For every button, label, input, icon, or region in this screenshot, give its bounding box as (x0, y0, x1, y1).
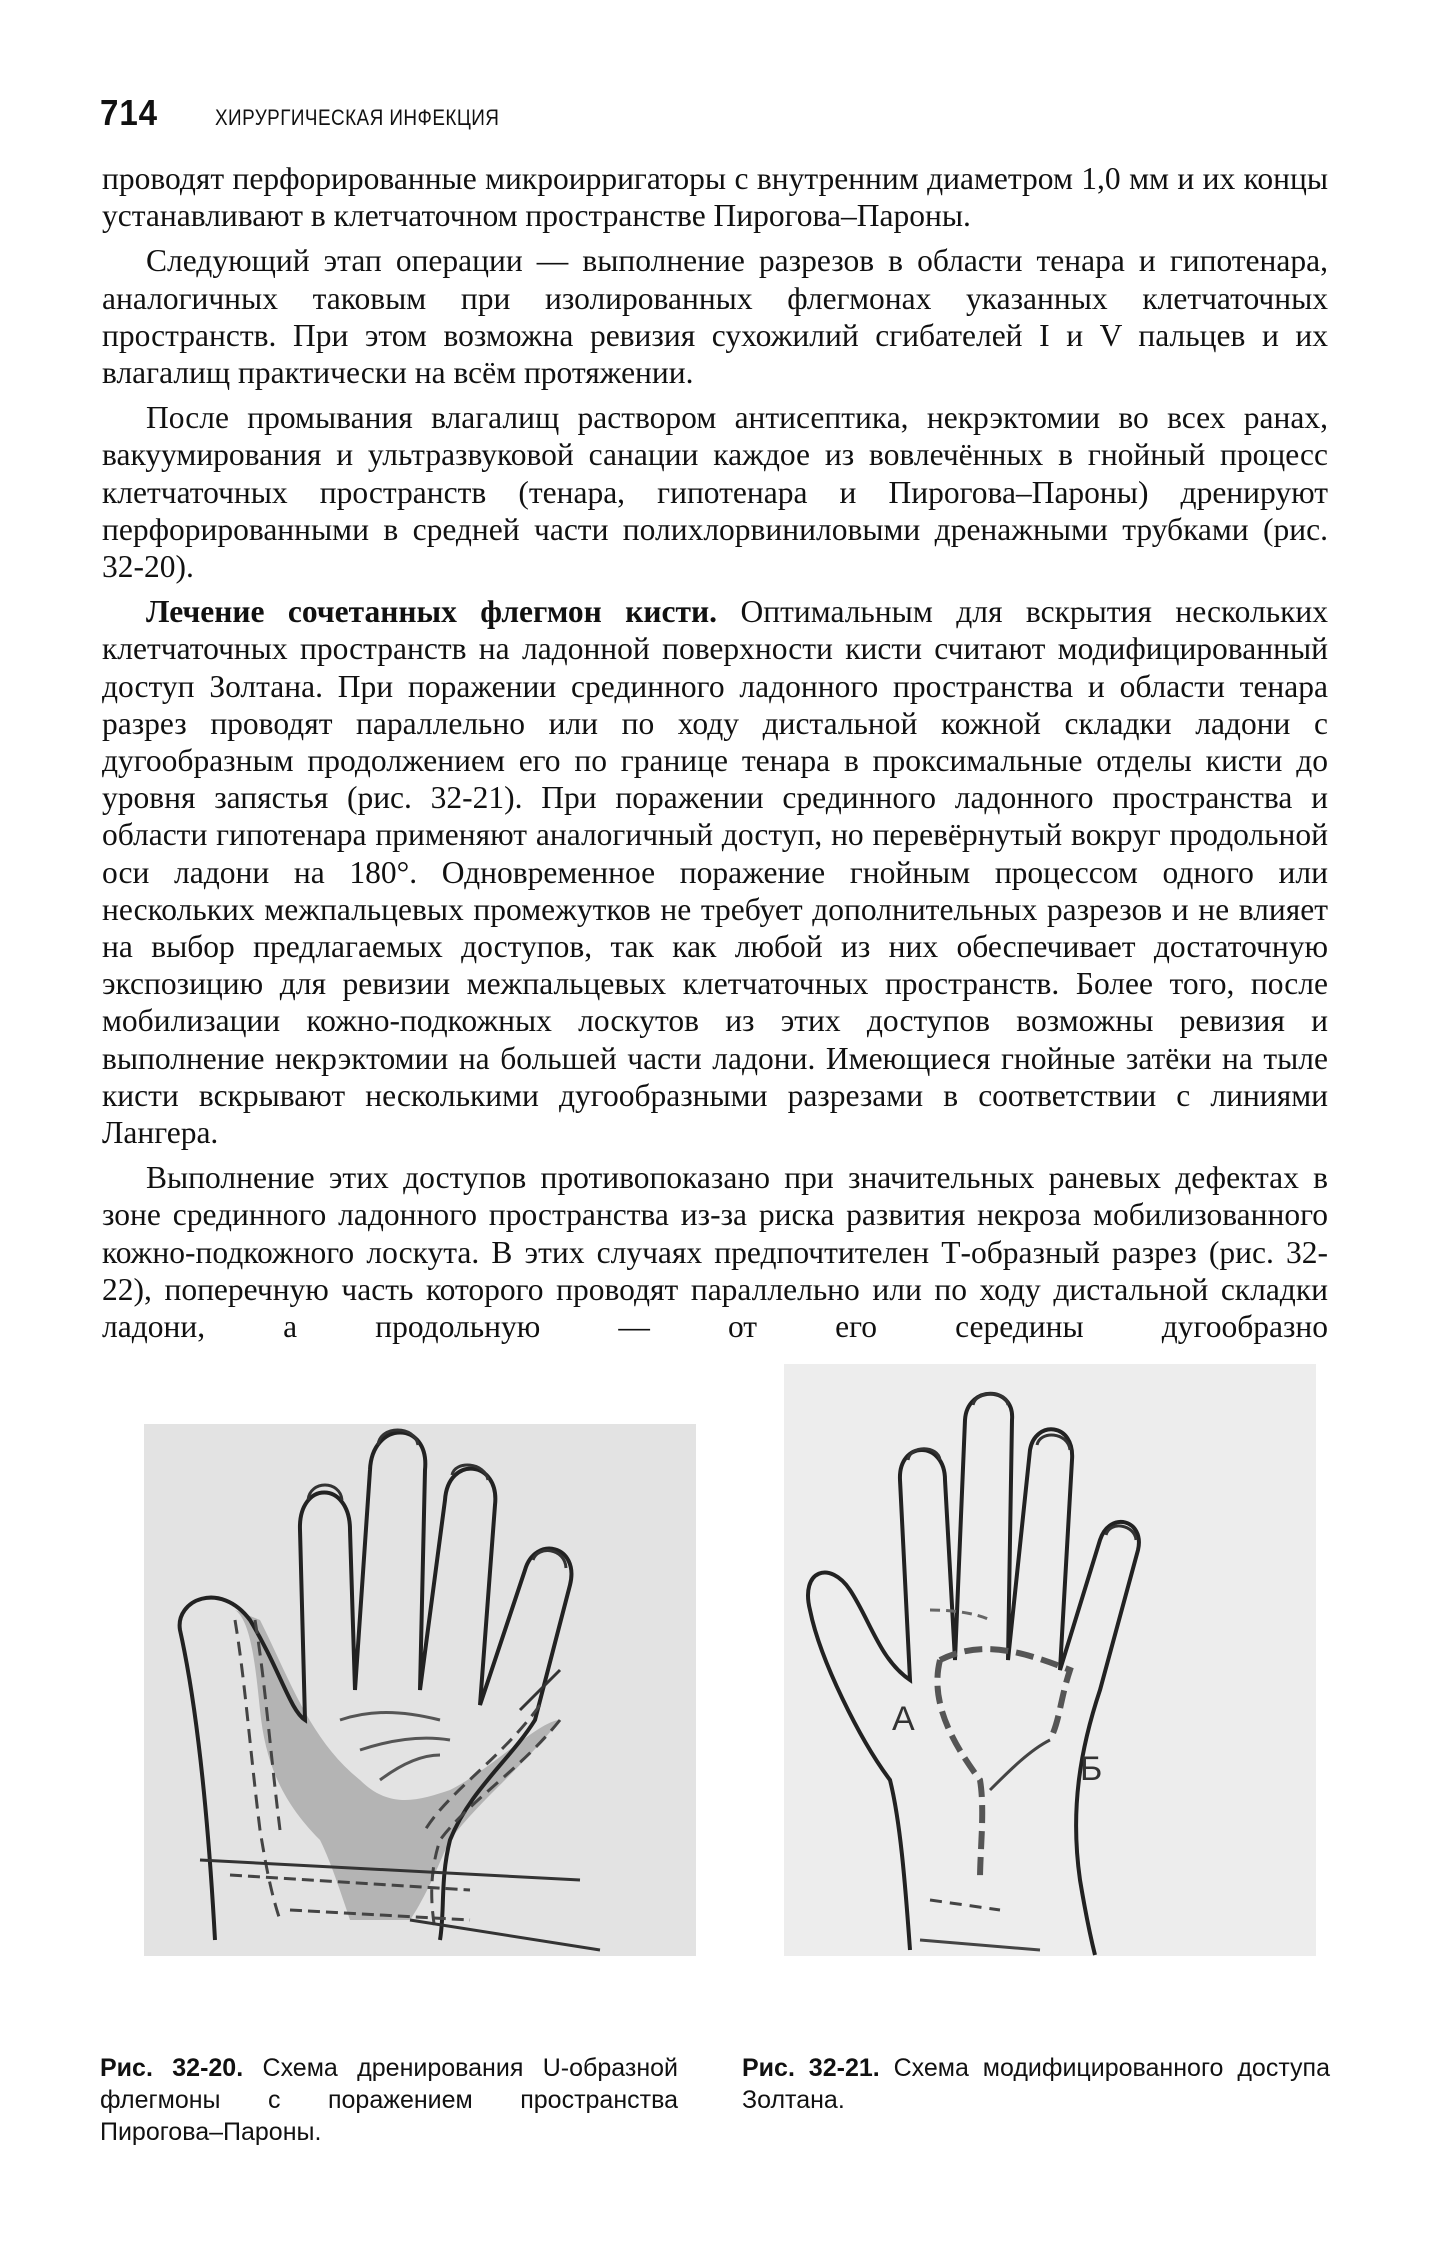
paragraph-4 (102, 593, 1328, 1151)
figure-32-21 (780, 1360, 1320, 1960)
page-header (100, 92, 1330, 132)
figure-32-20-text: Схема дренирования U-образной флегмоны с поражением пространства Пирогова–Пароны. (100, 2054, 678, 2146)
figure-32-21-label: Рис. 32-21. (742, 2054, 880, 2082)
paragraph-4-lead: Лечение сочетанных флегмон кисти. (146, 594, 718, 630)
figure-32-20 (140, 1420, 700, 1960)
figure-32-20-label: Рис. 32-20. (100, 2054, 244, 2082)
marker-a: А (892, 1700, 915, 1738)
paragraph-2: Следующий этап операции — выполнение разрезов в области тенара и гипотенара, аналогичных таковым при изолированных флегмонах указанных клетчаточных пространств. При этом возможна ревизия сухожилий сгибателей I и V пальцев и их влагалищ практически на всём протяжении. (102, 243, 1328, 391)
paragraph-1: проводят перфорированные микроирригаторы с внутренним диаметром 1,0 мм и их концы устанавливают в клетчаточном пространстве Пирогова–Пароны. (102, 161, 1328, 234)
paragraph-5: Выполнение этих доступов противопоказано при значительных раневых дефектах в зоне срединного ладонного пространства из-за риска развития некроза мобилизованного кожно-подкожного лоскута. В этих случаях предпочтителен Т-образный разрез (рис. 32-22), поперечную часть которого проводят параллельно или по ходу дистальной складки ладони, а продольную — от его середины дугообразно (102, 1160, 1328, 1345)
body-text (102, 160, 1328, 1345)
hand-drainage-illustration (140, 1420, 700, 1960)
paragraph-3: После промывания влагалищ раствором антисептика, некрэктомии во всех ранах, вакуумирования и ультразвуковой санации каждое из вовлечённых в гнойный процесс клетчаточных пространств (тенара, гипотенара и Пирогова–Пароны) дренируют перфорированными в средней части полихлорвиниловыми дренажными трубками (рис. 32-20). (102, 400, 1328, 585)
figure-32-20-caption (100, 2052, 678, 2148)
figure-32-21-text: Схема модифицированного доступа Золтана. (742, 2054, 1330, 2114)
zoltan-incision-illustration (780, 1360, 1320, 1960)
page-number: 714 (100, 92, 159, 133)
marker-b: Б (1080, 1750, 1103, 1788)
figure-32-21-caption (742, 2052, 1330, 2116)
running-head: ХИРУРГИЧЕСКАЯ ИНФЕКЦИЯ (215, 105, 500, 130)
paragraph-4-text: Оптимальным для вскрытия нескольких клетчаточных пространств на ладонной поверхности кисти считают модифицированный доступ Золтана. При поражении срединного ладонного пространства и области тенара разрез проводят параллельно или по ходу дистальной кожной складки ладони с дугообразным продолжением его по границе тенара в проксимальные отделы кисти до уровня запястья (рис. 32-21). При поражении срединного ладонного пространства и области гипотенара применяют аналогичный доступ, но перевёрнутый вокруг продольной оси ладони на 180°. Одновременное поражение гнойным процессом одного или нескольких межпальцевых промежутков не требует дополнительных разрезов и не влияет на выбор предлагаемых доступов, так как любой из них обеспечивает достаточную экспозицию для ревизии межпальцевых клетчаточных пространств. Более того, после мобилизации кожно-подкожных лоскутов из этих доступов возможны ревизия и выполнение некрэктомии на большей части ладони. Имеющиеся гнойные затёки на тыле кисти вскрывают несколькими дугообразными разрезами в соответствии с линиями Лангера. (102, 594, 1328, 1151)
